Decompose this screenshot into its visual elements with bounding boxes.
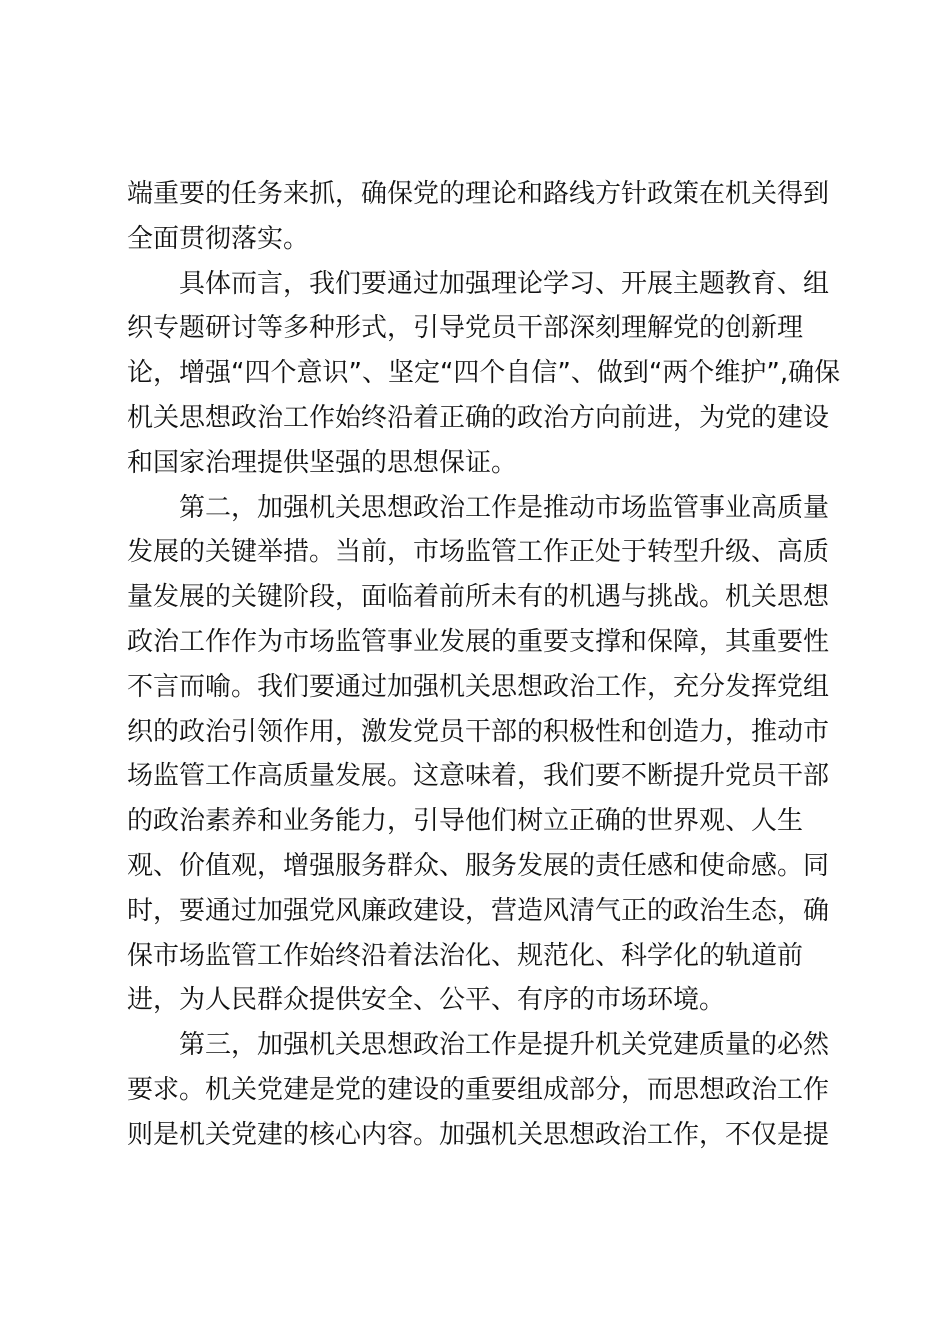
text-line: 织的政治引领作用，激发党员干部的积极性和创造力，推动市	[127, 716, 830, 747]
text-line: 观、价值观，增强服务群众、服务发展的责任感和使命感。同	[127, 850, 830, 881]
text-line: 织专题研讨等多种形式，引导党员干部深刻理解党的创新理	[127, 313, 804, 344]
text-line: 的政治素养和业务能力，引导他们树立正确的世界观、人生	[127, 806, 804, 837]
text-line: 论，增强“四个意识”、坚定“四个自信”、做到“两个维护”,确保	[127, 358, 841, 389]
text-line: 发展的关键举措。当前，市场监管工作正处于转型升级、高质	[127, 537, 830, 568]
text-line: 进，为人民群众提供安全、公平、有序的市场环境。	[127, 985, 726, 1016]
text-line: 场监管工作高质量发展。这意味着，我们要不断提升党员干部	[127, 761, 830, 792]
text-line: 不言而喻。我们要通过加强机关思想政治工作，充分发挥党组	[127, 671, 830, 702]
text-line: 全面贯彻落实。	[127, 223, 310, 254]
paragraph-second	[127, 486, 830, 1024]
text-line: 端重要的任务来抓，确保党的理论和路线方针政策在机关得到	[127, 179, 830, 209]
paragraph-specifics	[127, 262, 841, 486]
text-line: 第三，加强机关思想政治工作是提升机关党建质量的必然	[179, 1030, 830, 1061]
text-line: 具体而言，我们要通过加强理论学习、开展主题教育、组	[179, 268, 830, 299]
text-line: 量发展的关键阶段，面临着前所未有的机遇与挑战。机关思想	[127, 582, 830, 613]
text-line: 要求。机关党建是党的建设的重要组成部分，而思想政治工作	[127, 1074, 830, 1105]
text-line: 政治工作作为市场监管事业发展的重要支撑和保障，其重要性	[127, 626, 830, 657]
document-body	[127, 172, 841, 1158]
text-line: 机关思想政治工作始终沿着正确的政治方向前进，为党的建设	[127, 402, 830, 433]
text-line: 时，要通过加强党风廉政建设，营造风清气正的政治生态，确	[127, 895, 830, 926]
text-line: 和国家治理提供坚强的思想保证。	[127, 447, 518, 478]
text-line: 则是机关党建的核心内容。加强机关思想政治工作，不仅是提	[127, 1119, 830, 1150]
text-line: 保市场监管工作始终沿着法治化、规范化、科学化的轨道前	[127, 940, 804, 971]
paragraph-continuation	[127, 172, 830, 262]
paragraph-third	[127, 1023, 830, 1157]
text-line: 第二，加强机关思想政治工作是推动市场监管事业高质量	[179, 492, 830, 523]
